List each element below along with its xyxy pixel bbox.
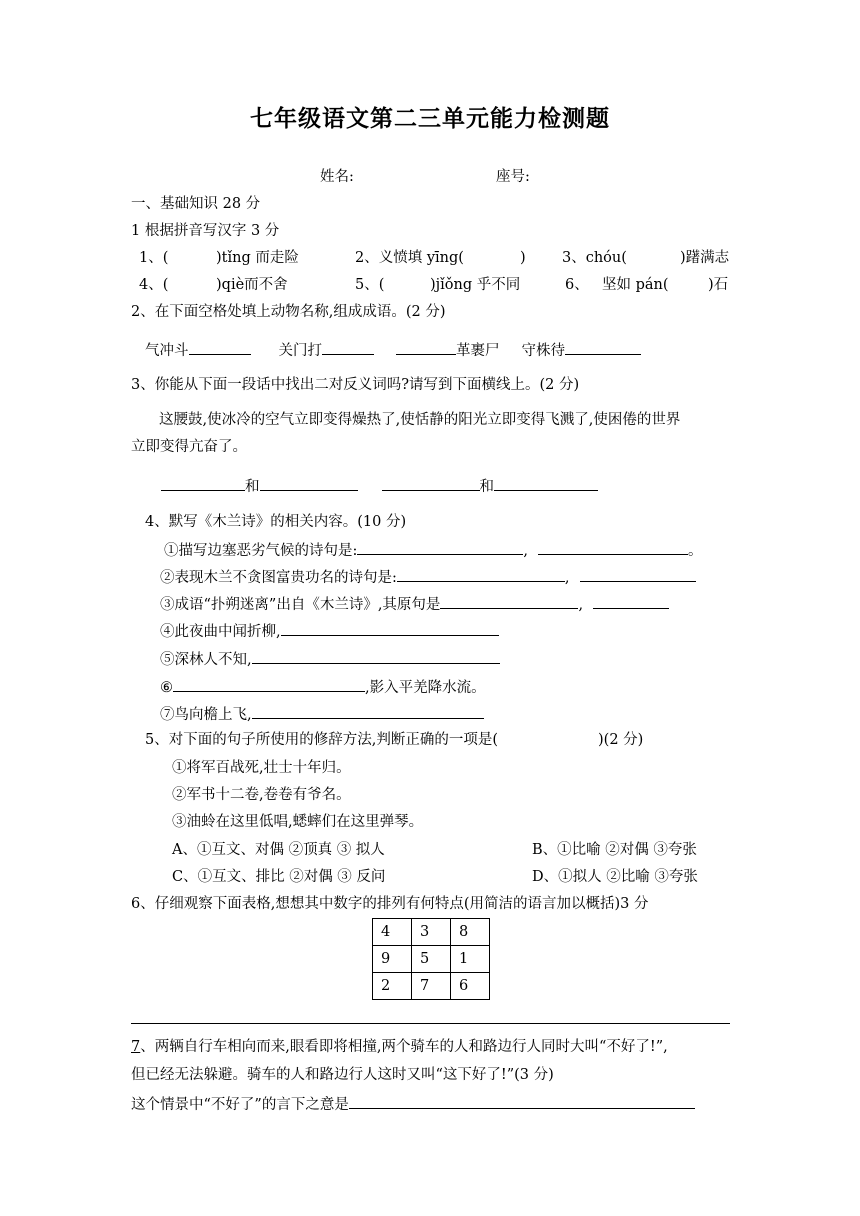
q2-blank-3[interactable] <box>396 340 456 355</box>
q1-item-2-close: ) <box>520 250 526 266</box>
q2-idiom-3: 革裹尸 <box>456 343 500 359</box>
q1-item-4-text: )qiè而不舍 <box>216 277 288 293</box>
q4-item-2 <box>160 567 696 587</box>
q3-blank-2[interactable] <box>260 476 358 491</box>
q1-item-3-text: 3、chóu( <box>562 250 627 266</box>
q5-option-b[interactable]: B、①比喻 ②对偶 ③夸张 <box>532 842 697 858</box>
q7-number: 7 <box>131 1039 141 1055</box>
q5-title: 5、对下面的句子所使用的修辞方法,判断正确的一项是( <box>145 732 498 748</box>
q3-blank-1[interactable] <box>161 476 245 491</box>
q4-item-2-blank-2[interactable] <box>580 567 696 582</box>
table-cell: 4 <box>373 919 412 946</box>
q3-blank-3[interactable] <box>382 476 480 491</box>
q4-item-6-text: ,影入平羌降水流。 <box>365 680 486 696</box>
table-cell: 8 <box>451 919 490 946</box>
table-row <box>373 946 490 973</box>
q3-passage-line-2: 立即变得亢奋了。 <box>131 439 247 455</box>
q4-item-7-blank[interactable] <box>252 704 484 719</box>
table-cell: 9 <box>373 946 412 973</box>
q2-idiom-2: 关门打 <box>278 343 322 359</box>
q4-item-1-prompt: ①描写边塞恶劣气候的诗句是: <box>164 543 358 559</box>
q5-title-end: )(2 分) <box>598 732 644 748</box>
q1-item-1-open: 1、( <box>139 250 169 266</box>
q1-title: 1 根据拼音写汉字 3 分 <box>131 223 280 239</box>
q4-item-5-prompt: ⑤深林人不知, <box>160 652 252 668</box>
q4-item-7-prompt: ⑦鸟向檐上飞, <box>160 707 252 723</box>
q4-item-3-comma: , <box>578 597 584 613</box>
q7-line-1 <box>131 1038 668 1056</box>
q4-item-6 <box>160 677 486 697</box>
q4-item-6-blank[interactable] <box>173 677 365 692</box>
q4-item-7 <box>160 704 484 724</box>
q7-line-2: 但已经无法躲避。骑车的人和路边行人这时又叫“这下好了!”(3 分) <box>131 1067 554 1083</box>
table-row <box>373 919 490 946</box>
q1-item-3-close: )躇满志 <box>680 250 730 266</box>
q2-idioms-row <box>145 340 641 360</box>
q2-blank-2[interactable] <box>322 340 374 355</box>
q4-item-4 <box>160 621 499 641</box>
q4-item-5 <box>160 649 500 669</box>
q7-line-1-text: 、两辆自行车相向而来,眼看即将相撞,两个骑车的人和路边行人同时大叫“不好了!”, <box>140 1039 668 1055</box>
q4-item-3 <box>160 594 669 614</box>
q4-item-1-blank-2[interactable] <box>538 540 688 555</box>
q1-item-2-text: 2、义愤填 yīng( <box>355 250 464 266</box>
q4-item-3-blank-2[interactable] <box>593 594 669 609</box>
q3-and-1: 和 <box>245 479 260 495</box>
q3-answer-row <box>161 476 598 496</box>
q4-item-4-prompt: ④此夜曲中闻折柳, <box>160 624 281 640</box>
q5-option-c[interactable]: C、①互文、排比 ②对偶 ③ 反问 <box>172 869 386 885</box>
q4-item-2-blank-1[interactable] <box>397 567 565 582</box>
q4-item-4-blank[interactable] <box>281 621 499 636</box>
q1-item-1-text: )tǐng 而走险 <box>216 250 299 266</box>
q1-item-5-open: 5、( <box>355 277 385 293</box>
q4-item-1-comma: , <box>523 543 528 559</box>
table-cell: 6 <box>451 973 490 1000</box>
q1-item-6-num: 6、 <box>565 277 589 293</box>
table-cell: 1 <box>451 946 490 973</box>
q3-blank-4[interactable] <box>494 476 598 491</box>
q1-item-6-close: )石 <box>708 277 729 293</box>
table-cell: 3 <box>412 919 451 946</box>
seat-label: 座号: <box>496 169 530 185</box>
q2-title: 2、在下面空格处填上动物名称,组成成语。(2 分) <box>131 304 446 320</box>
q3-title: 3、你能从下面一段话中找出二对反义词吗?请写到下面横线上。(2 分) <box>131 377 580 393</box>
page-title: 七年级语文第二三单元能力检测题 <box>250 105 610 132</box>
q7-line-3 <box>131 1094 695 1114</box>
table-row <box>373 973 490 1000</box>
q4-item-2-comma: , <box>564 570 570 586</box>
q5-option-d[interactable]: D、①拟人 ②比喻 ③夸张 <box>532 869 698 885</box>
q1-item-6-text: 坚如 pán( <box>602 277 669 293</box>
q4-title: 4、默写《木兰诗》的相关内容。(10 分) <box>145 514 407 530</box>
magic-square-table <box>372 918 490 1000</box>
q6-answer-line[interactable] <box>131 1023 730 1024</box>
q2-idiom-1: 气冲斗 <box>145 343 189 359</box>
q1-item-5-text: )jǐǒng 乎不同 <box>430 277 521 293</box>
q4-item-3-prompt: ③成语“扑朔迷离”出自《木兰诗》,其原句是 <box>160 597 441 613</box>
q2-blank-1[interactable] <box>189 340 251 355</box>
q1-item-4-open: 4、( <box>139 277 169 293</box>
q4-item-5-blank[interactable] <box>252 649 500 664</box>
q4-item-3-blank-1[interactable] <box>440 594 578 609</box>
q7-line-3-prompt: 这个情景中“不好了”的言下之意是 <box>131 1097 349 1113</box>
section-1-heading: 一、基础知识 28 分 <box>131 196 261 212</box>
q7-answer-blank[interactable] <box>349 1094 695 1109</box>
name-label: 姓名: <box>320 169 354 185</box>
q5-sentence-1: ①将军百战死,壮士十年归。 <box>172 760 351 776</box>
q2-idiom-4: 守株待 <box>521 343 565 359</box>
table-cell: 7 <box>412 973 451 1000</box>
q2-blank-4[interactable] <box>565 340 641 355</box>
q4-item-1-period: 。 <box>688 543 703 559</box>
table-cell: 2 <box>373 973 412 1000</box>
q3-and-2: 和 <box>479 479 494 495</box>
q5-sentence-3: ③油蛉在这里低唱,蟋蟀们在这里弹琴。 <box>172 814 424 830</box>
table-cell: 5 <box>412 946 451 973</box>
q3-passage-line-1: 这腰鼓,使冰冷的空气立即变得燥热了,使恬静的阳光立即变得飞溅了,使困倦的世界 <box>159 412 681 428</box>
q6-title: 6、仔细观察下面表格,想想其中数字的排列有何特点(用简洁的语言加以概括)3 分 <box>131 896 649 912</box>
q5-sentence-2: ②军书十二卷,卷卷有爷名。 <box>172 787 351 803</box>
q4-item-2-prompt: ②表现木兰不贪图富贵功名的诗句是: <box>160 570 397 586</box>
q4-item-6-num: ⑥ <box>160 680 173 696</box>
q4-item-1-blank-1[interactable] <box>357 540 523 555</box>
q4-item-1 <box>164 540 703 560</box>
q5-option-a[interactable]: A、①互文、对偶 ②顶真 ③ 拟人 <box>172 842 385 858</box>
